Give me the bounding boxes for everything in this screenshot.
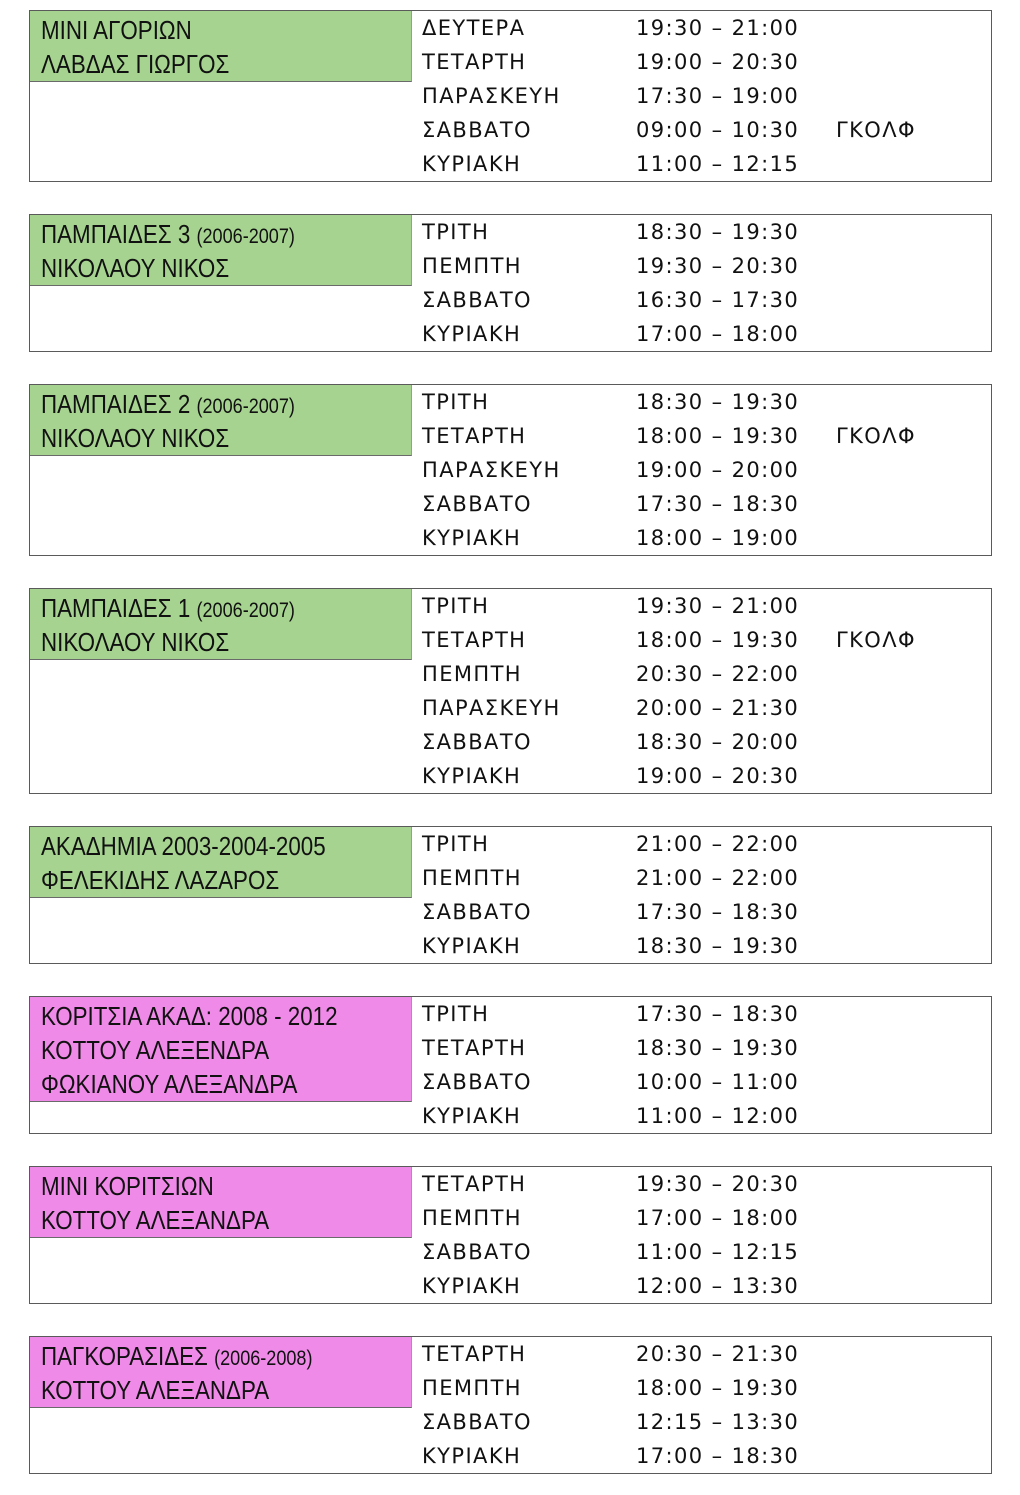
coach-name bbox=[41, 1373, 359, 1407]
day-name: ΣΑΒΒΑΤΟ bbox=[422, 730, 532, 754]
day-name: ΣΑΒΒΑΤΟ bbox=[422, 900, 532, 924]
coach-name bbox=[41, 47, 359, 81]
session-note: ΓΚΟΛΦ bbox=[836, 118, 916, 142]
day-name: ΤΕΤΑΡΤΗ bbox=[422, 628, 527, 652]
day-name: ΠΕΜΠΤΗ bbox=[422, 1206, 522, 1230]
group-title bbox=[41, 999, 359, 1033]
label-text: ΠΑΓΚΟΡΑΣΙΔΕΣ bbox=[41, 1341, 215, 1371]
session-row bbox=[422, 1099, 991, 1133]
schedule-group bbox=[29, 1336, 992, 1474]
group-label bbox=[30, 11, 412, 82]
schedule-group bbox=[29, 384, 992, 556]
session-row bbox=[422, 11, 991, 45]
group-label bbox=[30, 1337, 412, 1408]
session-row bbox=[422, 725, 991, 759]
session-list bbox=[422, 589, 991, 793]
birth-years: (2006-2007) bbox=[196, 225, 295, 248]
time-range: 18:00 – 19:00 bbox=[636, 526, 800, 550]
schedule-group bbox=[29, 826, 992, 964]
label-text: ΚΟΤΤΟΥ ΑΛΕΞΑΝΔΡΑ bbox=[41, 1205, 270, 1235]
time-range: 18:30 – 20:00 bbox=[636, 730, 800, 754]
session-row bbox=[422, 1065, 991, 1099]
time-range: 16:30 – 17:30 bbox=[636, 288, 800, 312]
session-row bbox=[422, 1167, 991, 1201]
coach-name bbox=[41, 1203, 359, 1237]
time-range: 18:00 – 19:30 bbox=[636, 628, 800, 652]
time-range: 17:00 – 18:00 bbox=[636, 1206, 800, 1230]
label-text: ΝΙΚΟΛΑΟΥ ΝΙΚΟΣ bbox=[41, 423, 230, 453]
session-row bbox=[422, 249, 991, 283]
time-range: 19:00 – 20:30 bbox=[636, 50, 800, 74]
session-list bbox=[422, 11, 991, 181]
time-range: 18:30 – 19:30 bbox=[636, 934, 800, 958]
group-title bbox=[41, 1339, 359, 1373]
group-label bbox=[30, 1167, 412, 1238]
time-range: 17:30 – 19:00 bbox=[636, 84, 800, 108]
session-row bbox=[422, 79, 991, 113]
group-title bbox=[41, 387, 359, 421]
session-list bbox=[422, 215, 991, 351]
day-name: ΤΡΙΤΗ bbox=[422, 220, 490, 244]
time-range: 20:30 – 21:30 bbox=[636, 1342, 800, 1366]
group-title bbox=[41, 13, 359, 47]
group-title bbox=[41, 217, 359, 251]
day-name: ΚΥΡΙΑΚΗ bbox=[422, 1274, 522, 1298]
session-row bbox=[422, 691, 991, 725]
session-row bbox=[422, 1269, 991, 1303]
coach-name bbox=[41, 421, 359, 455]
label-text: ΚΟΡΙΤΣΙΑ ΑΚΑΔ: 2008 - 2012 bbox=[41, 1001, 338, 1031]
day-name: ΠΑΡΑΣΚΕΥΗ bbox=[422, 84, 561, 108]
day-name: ΚΥΡΙΑΚΗ bbox=[422, 152, 522, 176]
time-range: 19:00 – 20:00 bbox=[636, 458, 800, 482]
day-name: ΤΡΙΤΗ bbox=[422, 594, 490, 618]
day-name: ΤΡΙΤΗ bbox=[422, 390, 490, 414]
session-row bbox=[422, 147, 991, 181]
session-row bbox=[422, 317, 991, 351]
time-range: 12:00 – 13:30 bbox=[636, 1274, 800, 1298]
group-label bbox=[30, 827, 412, 898]
label-text: ΠΑΜΠΑΙΔΕΣ 2 bbox=[41, 389, 197, 419]
day-name: ΠΕΜΠΤΗ bbox=[422, 866, 522, 890]
time-range: 18:00 – 19:30 bbox=[636, 424, 800, 448]
session-row bbox=[422, 1235, 991, 1269]
session-row bbox=[422, 623, 991, 657]
day-name: ΠΕΜΠΤΗ bbox=[422, 1376, 522, 1400]
time-range: 18:30 – 19:30 bbox=[636, 1036, 800, 1060]
time-range: 19:30 – 21:00 bbox=[636, 16, 800, 40]
session-row bbox=[422, 1337, 991, 1371]
time-range: 09:00 – 10:30 bbox=[636, 118, 800, 142]
session-list bbox=[422, 997, 991, 1133]
time-range: 19:30 – 20:30 bbox=[636, 254, 800, 278]
session-list bbox=[422, 827, 991, 963]
time-range: 17:30 – 18:30 bbox=[636, 900, 800, 924]
time-range: 19:30 – 21:00 bbox=[636, 594, 800, 618]
schedule-group bbox=[29, 996, 992, 1134]
group-label bbox=[30, 385, 412, 456]
time-range: 21:00 – 22:00 bbox=[636, 832, 800, 856]
time-range: 18:00 – 19:30 bbox=[636, 1376, 800, 1400]
label-text: ΝΙΚΟΛΑΟΥ ΝΙΚΟΣ bbox=[41, 627, 230, 657]
session-note: ΓΚΟΛΦ bbox=[836, 424, 916, 448]
time-range: 19:30 – 20:30 bbox=[636, 1172, 800, 1196]
group-label bbox=[30, 997, 412, 1102]
day-name: ΚΥΡΙΑΚΗ bbox=[422, 322, 522, 346]
label-text: ΑΚΑΔΗΜΙΑ 2003-2004-2005 bbox=[41, 831, 326, 861]
day-name: ΚΥΡΙΑΚΗ bbox=[422, 934, 522, 958]
day-name: ΚΥΡΙΑΚΗ bbox=[422, 1444, 522, 1468]
session-list bbox=[422, 1337, 991, 1473]
session-row bbox=[422, 385, 991, 419]
day-name: ΔΕΥΤΕΡΑ bbox=[422, 16, 526, 40]
group-title bbox=[41, 829, 359, 863]
session-list bbox=[422, 385, 991, 555]
time-range: 17:00 – 18:00 bbox=[636, 322, 800, 346]
session-row bbox=[422, 827, 991, 861]
day-name: ΚΥΡΙΑΚΗ bbox=[422, 526, 522, 550]
day-name: ΠΕΜΠΤΗ bbox=[422, 662, 522, 686]
coach-name bbox=[41, 1067, 359, 1101]
session-row bbox=[422, 1201, 991, 1235]
session-row bbox=[422, 929, 991, 963]
session-row bbox=[422, 453, 991, 487]
label-text: ΠΑΜΠΑΙΔΕΣ 1 bbox=[41, 593, 197, 623]
time-range: 10:00 – 11:00 bbox=[636, 1070, 800, 1094]
birth-years: (2006-2007) bbox=[196, 395, 295, 418]
session-list bbox=[422, 1167, 991, 1303]
schedule-group bbox=[29, 214, 992, 352]
day-name: ΤΕΤΑΡΤΗ bbox=[422, 1036, 527, 1060]
group-title bbox=[41, 591, 359, 625]
group-label bbox=[30, 215, 412, 286]
time-range: 17:30 – 18:30 bbox=[636, 1002, 800, 1026]
session-row bbox=[422, 215, 991, 249]
day-name: ΣΑΒΒΑΤΟ bbox=[422, 118, 532, 142]
session-row bbox=[422, 283, 991, 317]
label-text: ΦΩΚΙΑΝΟΥ ΑΛΕΞΑΝΔΡΑ bbox=[41, 1069, 298, 1099]
session-row bbox=[422, 589, 991, 623]
session-row bbox=[422, 487, 991, 521]
time-range: 11:00 – 12:00 bbox=[636, 1104, 800, 1128]
time-range: 20:00 – 21:30 bbox=[636, 696, 800, 720]
coach-name bbox=[41, 1033, 359, 1067]
session-row bbox=[422, 521, 991, 555]
session-row bbox=[422, 657, 991, 691]
schedule-group bbox=[29, 588, 992, 794]
session-row bbox=[422, 1371, 991, 1405]
day-name: ΚΥΡΙΑΚΗ bbox=[422, 764, 522, 788]
time-range: 17:30 – 18:30 bbox=[636, 492, 800, 516]
day-name: ΤΡΙΤΗ bbox=[422, 1002, 490, 1026]
session-row bbox=[422, 1031, 991, 1065]
session-row bbox=[422, 861, 991, 895]
session-row bbox=[422, 113, 991, 147]
coach-name bbox=[41, 625, 359, 659]
day-name: ΣΑΒΒΑΤΟ bbox=[422, 492, 532, 516]
time-range: 12:15 – 13:30 bbox=[636, 1410, 800, 1434]
time-range: 19:00 – 20:30 bbox=[636, 764, 800, 788]
label-text: ΠΑΜΠΑΙΔΕΣ 3 bbox=[41, 219, 197, 249]
label-text: ΦΕΛΕΚΙΔΗΣ ΛΑΖΑΡΟΣ bbox=[41, 865, 280, 895]
label-text: ΛΑΒΔΑΣ ΓΙΩΡΓΟΣ bbox=[41, 49, 230, 79]
session-row bbox=[422, 45, 991, 79]
day-name: ΠΕΜΠΤΗ bbox=[422, 254, 522, 278]
day-name: ΤΡΙΤΗ bbox=[422, 832, 490, 856]
group-title bbox=[41, 1169, 359, 1203]
schedule-group bbox=[29, 10, 992, 182]
group-label bbox=[30, 589, 412, 660]
session-row bbox=[422, 759, 991, 793]
day-name: ΣΑΒΒΑΤΟ bbox=[422, 1410, 532, 1434]
label-text: ΜΙΝΙ ΚΟΡΙΤΣΙΩΝ bbox=[41, 1171, 214, 1201]
day-name: ΤΕΤΑΡΤΗ bbox=[422, 1342, 527, 1366]
session-row bbox=[422, 419, 991, 453]
day-name: ΣΑΒΒΑΤΟ bbox=[422, 1240, 532, 1264]
time-range: 18:30 – 19:30 bbox=[636, 220, 800, 244]
time-range: 11:00 – 12:15 bbox=[636, 152, 800, 176]
session-note: ΓΚΟΛΦ bbox=[836, 628, 916, 652]
session-row bbox=[422, 1439, 991, 1473]
time-range: 21:00 – 22:00 bbox=[636, 866, 800, 890]
schedule-group bbox=[29, 1166, 992, 1304]
time-range: 18:30 – 19:30 bbox=[636, 390, 800, 414]
session-row bbox=[422, 895, 991, 929]
day-name: ΚΥΡΙΑΚΗ bbox=[422, 1104, 522, 1128]
day-name: ΠΑΡΑΣΚΕΥΗ bbox=[422, 458, 561, 482]
session-row bbox=[422, 1405, 991, 1439]
time-range: 20:30 – 22:00 bbox=[636, 662, 800, 686]
coach-name bbox=[41, 251, 359, 285]
day-name: ΣΑΒΒΑΤΟ bbox=[422, 288, 532, 312]
day-name: ΤΕΤΑΡΤΗ bbox=[422, 424, 527, 448]
label-text: ΚΟΤΤΟΥ ΑΛΕΞΑΝΔΡΑ bbox=[41, 1375, 270, 1405]
session-row bbox=[422, 997, 991, 1031]
birth-years: (2006-2008) bbox=[214, 1347, 313, 1370]
label-text: ΝΙΚΟΛΑΟΥ ΝΙΚΟΣ bbox=[41, 253, 230, 283]
day-name: ΤΕΤΑΡΤΗ bbox=[422, 50, 527, 74]
time-range: 17:00 – 18:30 bbox=[636, 1444, 800, 1468]
birth-years: (2006-2007) bbox=[196, 599, 295, 622]
day-name: ΤΕΤΑΡΤΗ bbox=[422, 1172, 527, 1196]
time-range: 11:00 – 12:15 bbox=[636, 1240, 800, 1264]
label-text: ΜΙΝΙ ΑΓΟΡΙΩΝ bbox=[41, 15, 192, 45]
coach-name bbox=[41, 863, 359, 897]
day-name: ΠΑΡΑΣΚΕΥΗ bbox=[422, 696, 561, 720]
label-text: ΚΟΤΤΟΥ ΑΛΕΞΕΝΔΡΑ bbox=[41, 1035, 270, 1065]
day-name: ΣΑΒΒΑΤΟ bbox=[422, 1070, 532, 1094]
